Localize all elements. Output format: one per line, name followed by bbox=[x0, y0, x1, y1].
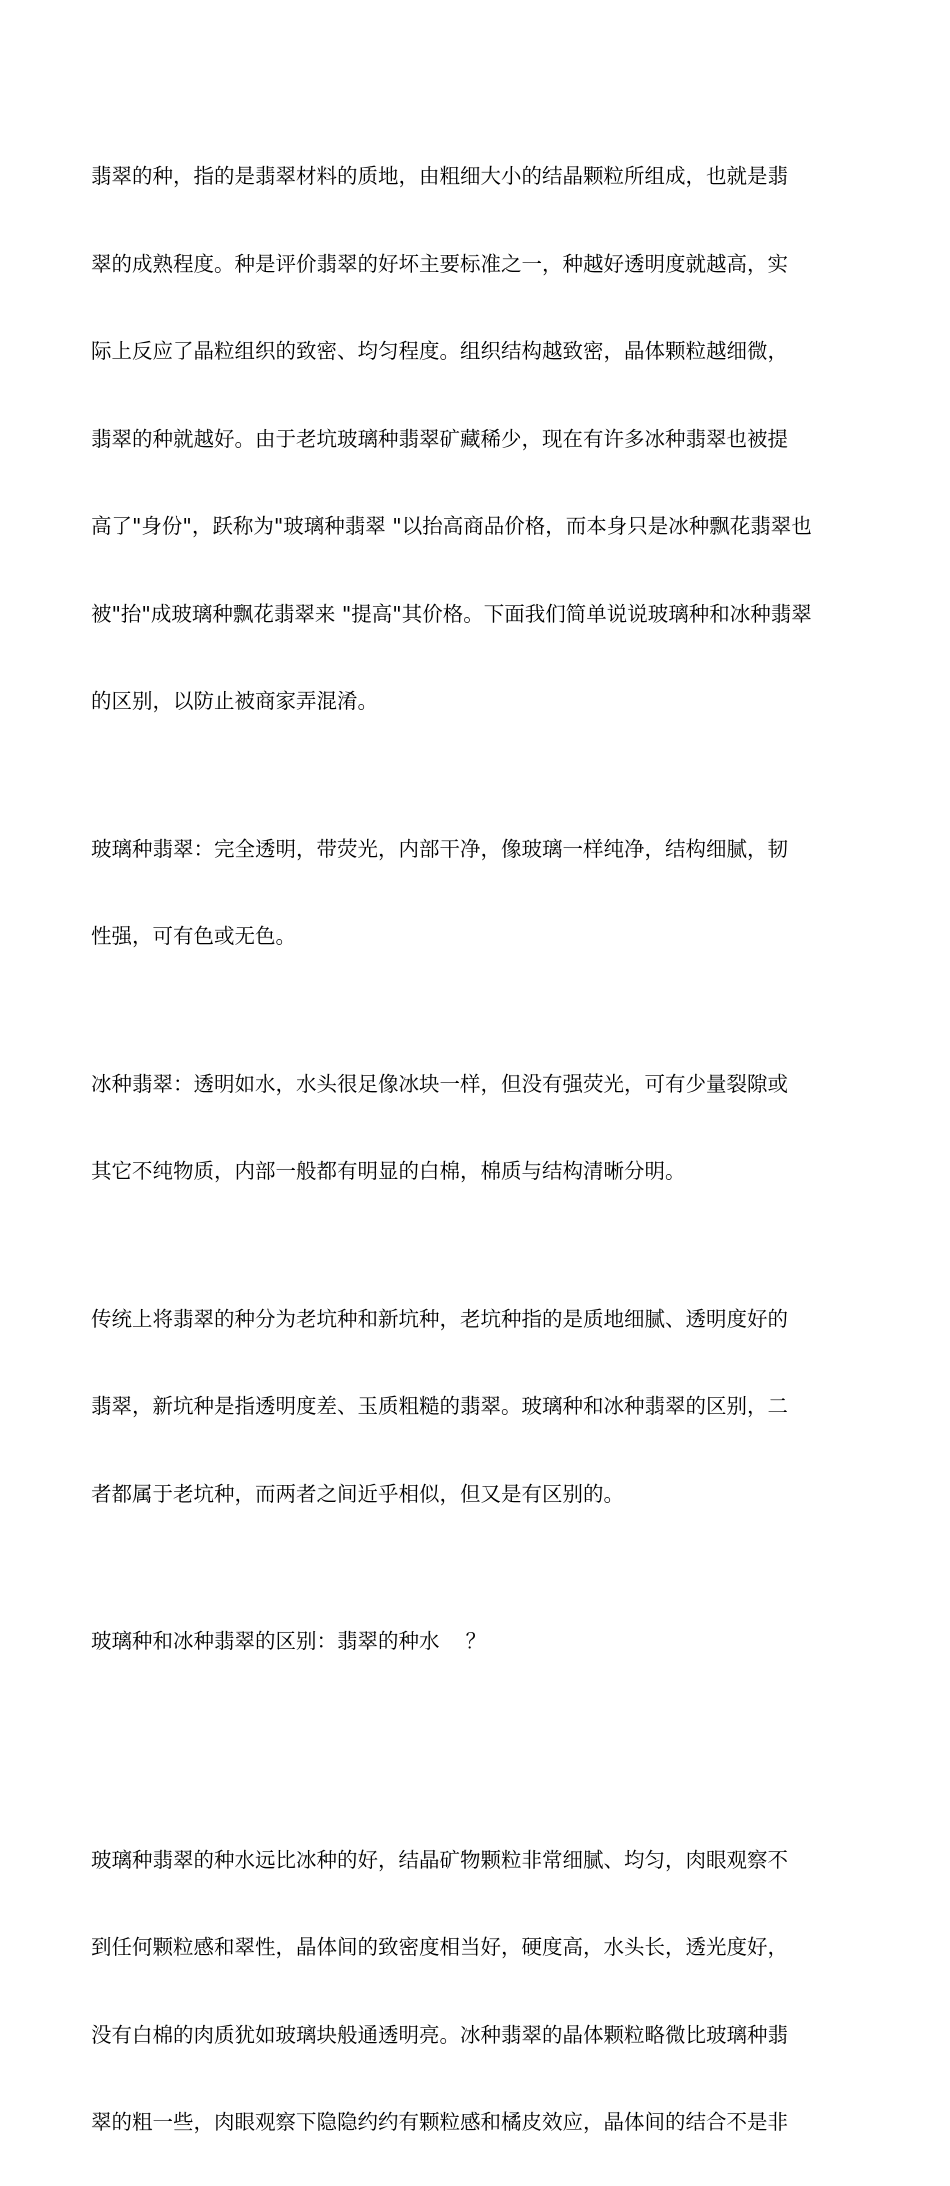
text-line: 玻璃种翡翠的种水远比冰种的好，结晶矿物颗粒非常细腻、均匀，肉眼观察不 bbox=[91, 1847, 788, 1872]
section-gap bbox=[91, 1705, 851, 1798]
paragraph-ice-jade bbox=[91, 1022, 851, 1235]
text-line: 翠的成熟程度。种是评价翡翠的好坏主要标准之一，种越好透明度就越高，实 bbox=[91, 251, 788, 276]
text-line: 没有白棉的肉质犹如玻璃块般通透明亮。冰种翡翠的晶体颗粒略微比玻璃种翡 bbox=[91, 2022, 788, 2047]
text-line: 际上反应了晶粒组织的致密、均匀程度。组织结构越致密，晶体颗粒越细微， bbox=[91, 339, 788, 363]
text-line: 翡翠的种就越好。由于老坑玻璃种翡翠矿藏稀少，现在有许多冰种翡翠也被提 bbox=[91, 426, 788, 451]
text-line: 玻璃种和冰种翡翠的区别：翡翠的种水 ？ bbox=[91, 1629, 487, 1653]
text-line: 翡翠的种，指的是翡翠材料的质地，由粗细大小的结晶颗粒所组成，也就是翡 bbox=[91, 164, 788, 188]
paragraph-gap bbox=[91, 1235, 851, 1257]
text-line: 玻璃种翡翠：完全透明，带荧光，内部干净，像玻璃一样纯净，结构细腻，韧 bbox=[91, 836, 788, 861]
text-line: 其它不纯物质，内部一般都有明显的白棉，棉质与结构清晰分明。 bbox=[91, 1159, 686, 1183]
section-heading bbox=[91, 1579, 851, 1705]
document-page bbox=[91, 114, 851, 2186]
text-line: 翠的粗一些，肉眼观察下隐隐约约有颗粒感和橘皮效应，晶体间的结合不是非 bbox=[91, 2110, 788, 2134]
paragraph-glass-jade bbox=[91, 787, 851, 1000]
paragraph-tradition bbox=[91, 1257, 851, 1558]
text-line: 者都属于老坑种，而两者之间近乎相似，但又是有区别的。 bbox=[91, 1481, 624, 1506]
text-line: 到任何颗粒感和翠性，晶体间的致密度相当好，硬度高，水头长，透光度好， bbox=[91, 1935, 788, 1959]
paragraph-gap bbox=[91, 765, 851, 787]
paragraph-gap bbox=[91, 1000, 851, 1022]
text-line: 高了"身份"，跃称为"玻璃种翡翠 "以抬高商品价格，而本身只是冰种飘花翡翠也 bbox=[91, 514, 812, 538]
text-line: 传统上将翡翠的种分为老坑种和新坑种，老坑种指的是质地细腻、透明度好的 bbox=[91, 1306, 788, 1331]
text-line: 性强，可有色或无色。 bbox=[91, 924, 296, 948]
text-line: 的区别，以防止被商家弄混淆。 bbox=[91, 689, 378, 713]
paragraph-intro bbox=[91, 114, 851, 765]
text-line: 被"抬"成玻璃种飘花翡翠来 "提高"其价格。下面我们简单说说玻璃种和冰种翡翠 bbox=[91, 601, 812, 626]
paragraph-comparison bbox=[91, 1798, 851, 2186]
paragraph-gap bbox=[91, 1557, 851, 1579]
text-line: 翡翠，新坑种是指透明度差、玉质粗糙的翡翠。玻璃种和冰种翡翠的区别，二 bbox=[91, 1394, 788, 1418]
text-line: 冰种翡翠：透明如水，水头很足像冰块一样，但没有强荧光，可有少量裂隙或 bbox=[91, 1071, 788, 1096]
